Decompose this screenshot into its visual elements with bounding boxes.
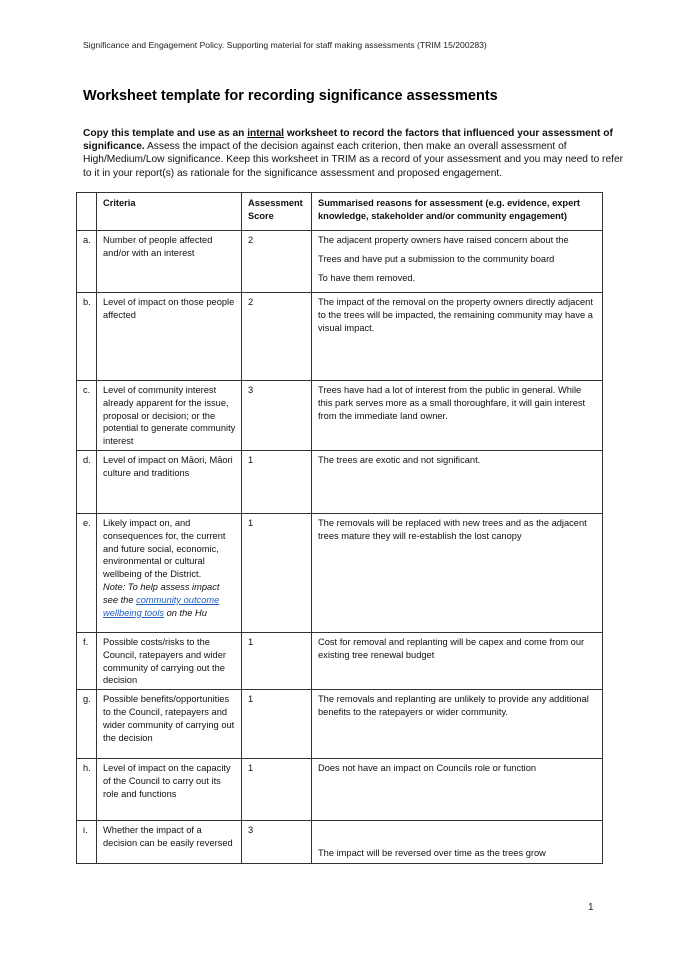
row-score: 3 [242,821,312,864]
row-criteria: Number of people affected and/or with an interest [97,231,242,293]
row-score: 1 [242,513,312,632]
row-score: 1 [242,450,312,513]
row-reasons: Trees have had a lot of interest from the public in general. While this park serves more as a small thoroughfare, it will gain interest from the immediate land owner. [312,381,603,451]
row-criteria-note [103,581,236,619]
row-letter: c. [77,381,97,451]
criteria-header: Criteria [97,193,242,231]
reasons-header: Summarised reasons for assessment (e.g. evidence, expert knowledge, stakeholder and/or community engagement) [312,193,603,231]
row-letter: f. [77,632,97,689]
significance-worksheet-table [76,192,603,864]
intro-bold-end: worksheet to record the factors that influenced your assessment of significance. [83,128,613,153]
score-header: Assessment Score [242,193,312,231]
row-reasons: The trees are exotic and not significant. [312,450,603,513]
row-reasons: The removals and replanting are unlikely to provide any additional benefits to the ratepayers or wider community. [312,690,603,759]
row-reasons-line: Trees and have put a submission to the community board [318,253,555,264]
table-row [77,513,603,632]
row-reasons: Does not have an impact on Councils role or function [312,759,603,821]
table-header-row [77,193,603,231]
row-score: 3 [242,381,312,451]
table-row [77,821,603,864]
table-row [77,293,603,381]
row-reasons-line: To have them removed. [318,272,416,283]
table-row [77,381,603,451]
row-criteria-text: Likely impact on, and consequences for, the current and future social, economic, environmental or cultural wellbeing of the District. [103,517,226,580]
row-reasons-text: The impact will be reversed over time as the trees grow [318,848,546,859]
community-outcome-wellbeing-tools-link[interactable]: community outcome wellbeing tools [103,594,220,618]
intro-paragraph [83,127,623,180]
row-reasons: The impact of the removal on the property owners directly adjacent to the trees will be impacted, the remaining community may have a visual impact. [312,293,603,381]
row-letter: a. [77,231,97,293]
note-text-end: on the Hu [163,607,207,618]
row-criteria: Whether the impact of a decision can be easily reversed [97,821,242,864]
table-row [77,450,603,513]
row-letter: b. [77,293,97,381]
row-score: 1 [242,690,312,759]
intro-rest: Assess the impact of the decision against each criterion, then make an overall assessment of High/Medium/Low significance. Keep this worksheet in TRIM as a record of your assessment and you may need to refer to it in your report(s) as rationale for the significance assessment and proposed engagement. [83,141,624,179]
row-reasons-line: The adjacent property owners have raised concern about the [318,235,569,245]
row-reasons: Cost for removal and replanting will be capex and come from our existing tree renewal budget [312,632,603,689]
row-letter: d. [77,450,97,513]
row-criteria: Possible benefits/opportunities to the Council, ratepayers and wider community of carrying out the decision [97,690,242,759]
row-letter: g. [77,690,97,759]
note-text: Note: To help assess impact see the [103,581,220,605]
row-score: 1 [242,759,312,821]
intro-bold-start: Copy this template and use as an [83,128,248,139]
row-criteria: Level of community interest already apparent for the issue, proposal or decision; or the potential to generate community interest [97,381,242,451]
row-score: 1 [242,632,312,689]
row-score: 2 [242,293,312,381]
table-row [77,231,603,293]
row-criteria: Level of impact on those people affected [97,293,242,381]
page-header: Significance and Engagement Policy. Supporting material for staff making assessments (TRIM 15/200283) [83,40,487,50]
row-criteria: Level of impact on the capacity of the Council to carry out its role and functions [97,759,242,821]
row-letter: e. [77,513,97,632]
row-reasons: The removals will be replaced with new trees and as the adjacent trees mature they will re-establish the lost canopy [312,513,603,632]
row-score: 2 [242,231,312,293]
table-row [77,759,603,821]
row-criteria [97,513,242,632]
row-criteria: Possible costs/risks to the Council, ratepayers and wider community of carrying out the decision [97,632,242,689]
letter-header [77,193,97,231]
table-row [77,632,603,689]
row-reasons [312,231,603,293]
intro-internal-underlined: internal [247,128,284,139]
page-title: Worksheet template for recording significance assessments [83,88,498,104]
row-letter: h. [77,759,97,821]
row-criteria: Level of impact on Māori, Māori culture and traditions [97,450,242,513]
row-reasons [312,821,603,864]
row-letter: i. [77,821,97,864]
page-number: 1 [588,902,594,913]
table-row [77,690,603,759]
